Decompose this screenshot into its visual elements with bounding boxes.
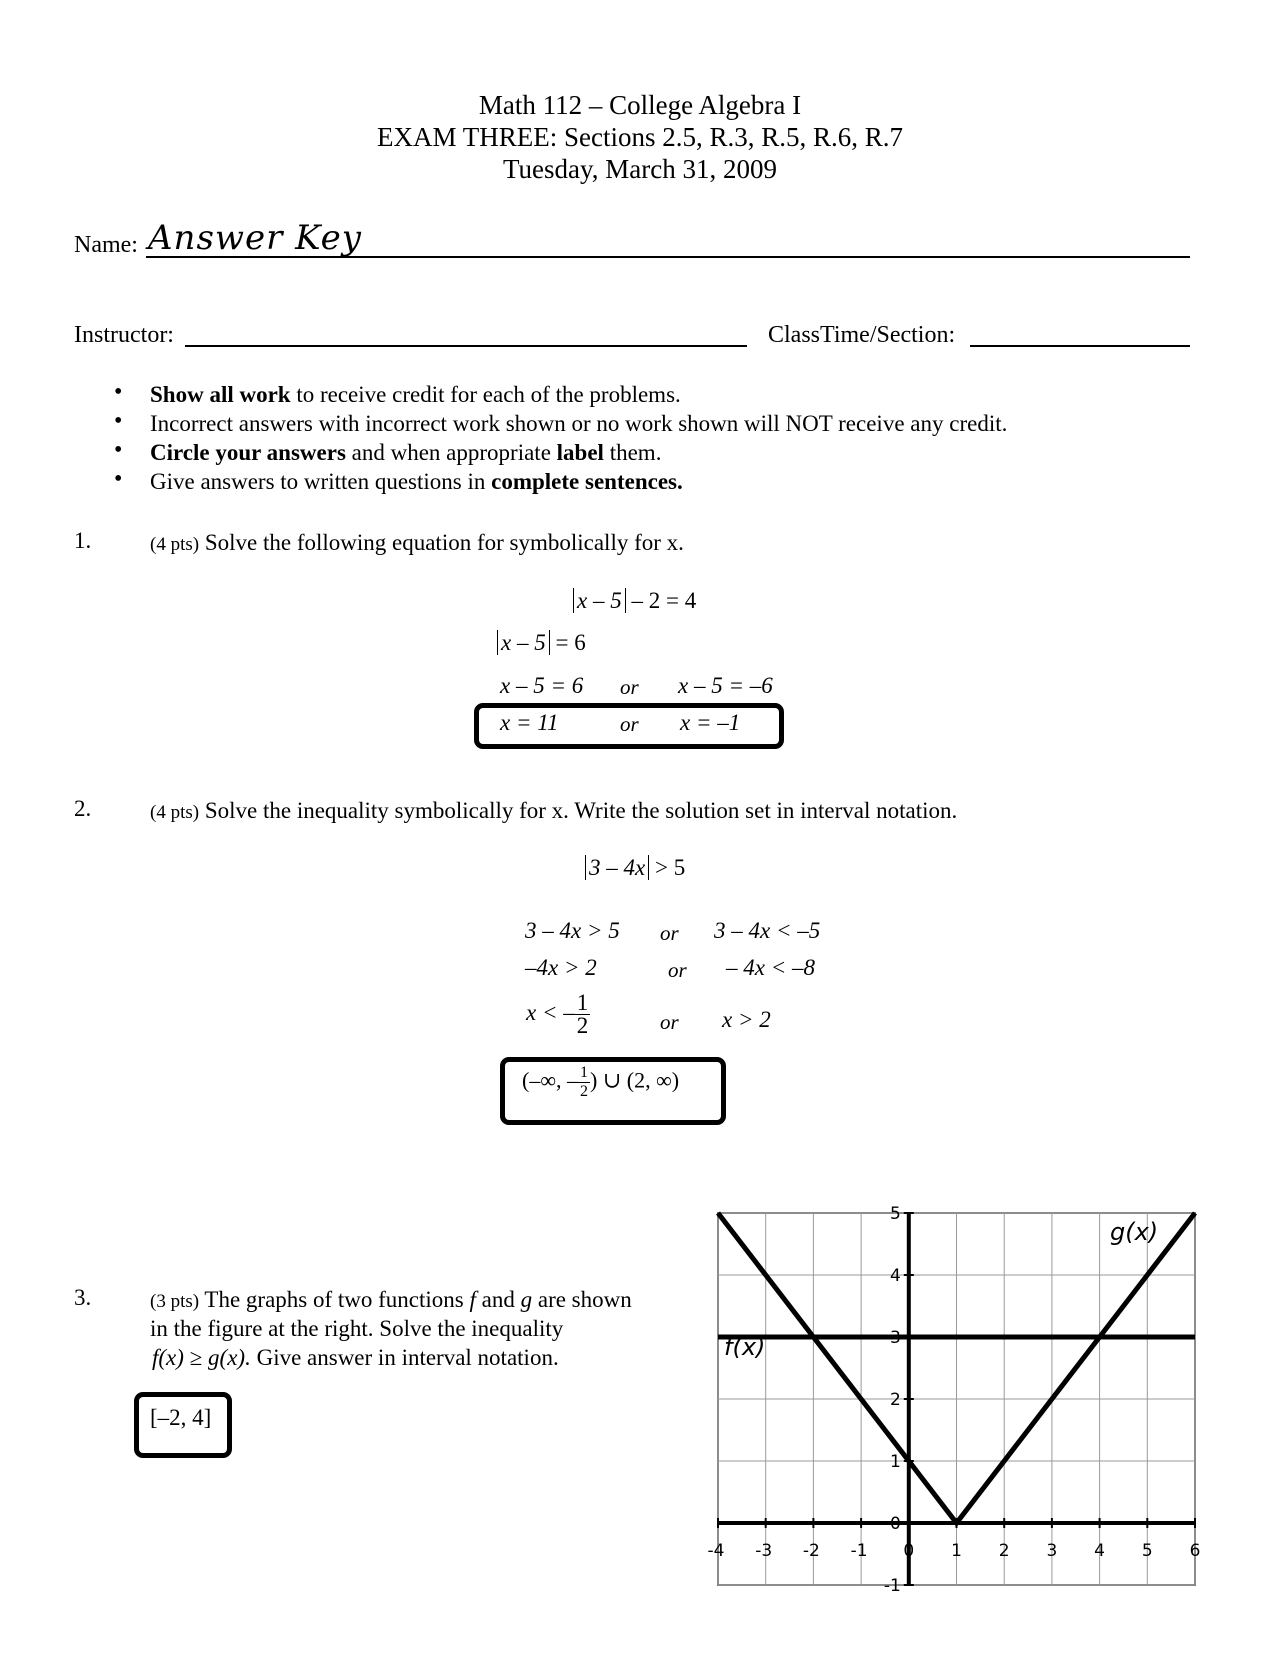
p2-step-3a: –4x > 2	[525, 955, 597, 980]
p2-or-3: or	[660, 1010, 679, 1034]
instructor-label: Instructor:	[74, 322, 174, 348]
instruction-item: • Show all work to receive credit for each of the problems.	[110, 380, 1007, 409]
problem-2-number: 2.	[74, 796, 92, 821]
p1-step-3b: x – 5 = –6	[678, 673, 773, 698]
x-tick-label: 0	[903, 1541, 915, 1561]
fraction-one-half: $\frac{1}{2}$	[576, 990, 589, 1038]
y-tick-label: 1	[889, 1452, 901, 1472]
x-tick-label: -2	[802, 1541, 820, 1561]
y-tick-label: 5	[889, 1204, 901, 1224]
p2-step-4a: x < – $\frac{1}{2}$	[526, 990, 589, 1038]
name-value: Answer Key	[148, 218, 362, 258]
p1-step-1: x – 5 – 2 = 4	[573, 588, 696, 614]
problem-3-prompt-line-2: in the figure at the right. Solve the inequality	[150, 1316, 564, 1341]
y-tick-label: 4	[889, 1266, 901, 1286]
p1-answer-a: x = 11	[500, 710, 559, 735]
classtime-label: ClassTime/Section:	[768, 322, 956, 348]
p2-step-1: 3 – 4x > 5	[585, 855, 685, 881]
x-tick-label: 2	[998, 1541, 1010, 1561]
p1-or-2: or	[620, 712, 639, 736]
name-label: Name:	[74, 232, 138, 258]
x-tick-label: 1	[951, 1541, 962, 1561]
p1-step-3a: x – 5 = 6	[500, 673, 584, 698]
x-tick-label: 6	[1189, 1541, 1201, 1561]
problem-2-prompt: (4 pts) Solve the inequality symbolically for x. Write the solution set in interval notation.	[150, 798, 958, 823]
p2-or-2: or	[668, 958, 687, 982]
instructor-field-line[interactable]	[185, 345, 747, 347]
p2-step-2a: 3 – 4x > 5	[525, 918, 620, 943]
instruction-item: • Circle your answers and when appropriate label them.	[110, 438, 1007, 467]
x-tick-label: 4	[1094, 1541, 1106, 1561]
exam-date: Tuesday, March 31, 2009	[503, 154, 777, 184]
problem-1-number: 1.	[74, 528, 92, 553]
problem-3-number: 3.	[74, 1285, 92, 1310]
y-tick-label: 0	[889, 1514, 901, 1534]
x-tick-label: 5	[1141, 1541, 1153, 1561]
g-curve-label: g(x)	[1110, 1218, 1159, 1246]
problem-3-prompt-line-1: (3 pts) The graphs of two functions f and g are shown	[150, 1287, 632, 1312]
instruction-item: • Give answers to written questions in complete sentences.	[110, 467, 1007, 496]
y-tick-label: 2	[889, 1390, 901, 1410]
p1-or-1: or	[620, 675, 639, 699]
classtime-field-line[interactable]	[970, 345, 1190, 347]
y-tick-label: 3	[889, 1328, 901, 1348]
p2-step-3b: – 4x < –8	[726, 955, 815, 980]
x-tick-label: -1	[850, 1541, 868, 1561]
p2-step-2b: 3 – 4x < –5	[714, 918, 821, 943]
exam-title: EXAM THREE: Sections 2.5, R.3, R.5, R.6, R.7	[376, 122, 904, 152]
y-tick-label: -1	[883, 1576, 901, 1596]
p1-step-2: x – 5 = 6	[497, 630, 586, 656]
course-title: Math 112 – College Algebra I	[478, 90, 802, 120]
p1-answer-b: x = –1	[680, 710, 741, 735]
x-tick-label: -4	[707, 1541, 725, 1561]
instructions-list	[110, 380, 1007, 496]
f-curve-label: f(x)	[724, 1333, 766, 1361]
x-tick-label: -3	[755, 1541, 773, 1561]
p2-step-4b: x > 2	[722, 1007, 771, 1032]
function-graph	[700, 1200, 1220, 1640]
instruction-item: • Incorrect answers with incorrect work shown or no work shown will NOT receive any credit.	[110, 409, 1007, 438]
x-tick-label: 3	[1046, 1541, 1058, 1561]
p2-answer: (–∞, – $\frac{1}{2}$ ) ∪ (2, ∞)	[522, 1064, 680, 1100]
problem-1-prompt: (4 pts) Solve the following equation for symbolically for x.	[150, 530, 684, 555]
p2-or-1: or	[660, 921, 679, 945]
problem-3-prompt-line-3: f(x) ≥ g(x). Give answer in interval notation.	[152, 1345, 559, 1370]
p3-answer: [–2, 4]	[150, 1405, 212, 1430]
